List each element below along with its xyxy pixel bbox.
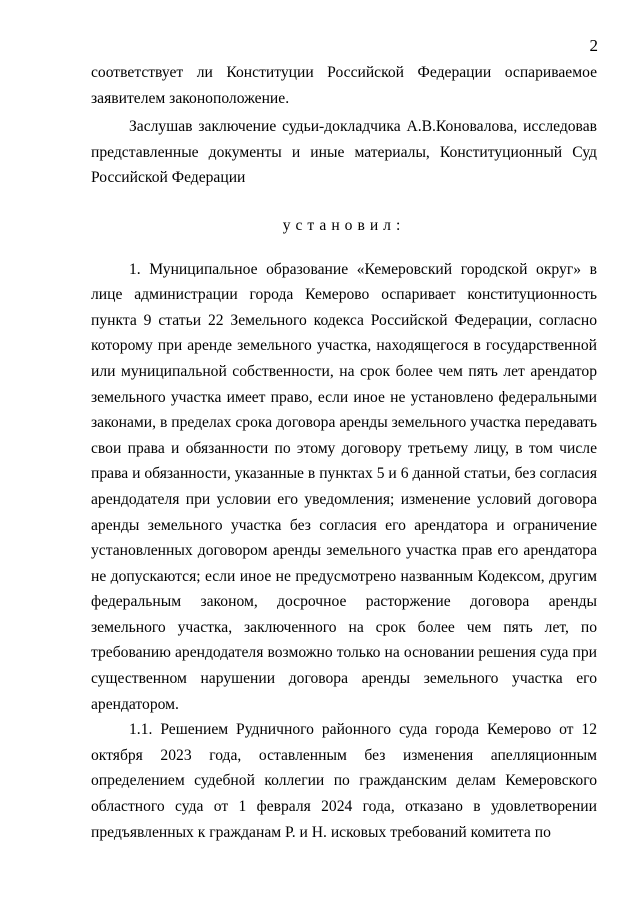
paragraph-1: 1. Муниципальное образование «Кемеровский городской округ» в лице администрации города Кемерово оспаривает конституционность пункта 9 статьи 22 Земельного кодекса Российской Федерации, согласно которому при аренде земельного участка, находящегося в государственной или муниципальной собственности, на срок более чем пять лет арендатор земельного участка имеет право, если иное не установлено федеральными законами, в пределах срока договора аренды земельного участка передавать свои права и обязанности по этому договору третьему лицу, в том числе права и обязанности, указанные в пунктах 5 и 6 данной статьи, без согласия арендодателя при условии его уведомления; изменение условий договора аренды земельного участка без согласия его арендатора и ограничение установленных договором аренды земельного участка прав его арендатора не допускаются; если иное не предусмотрено названным Кодексом, другим федеральным законом, досрочное расторжение договора аренды земельного участка, заключенного на срок более чем пять лет, по требованию арендодателя возможно только на основании решения суда при существенном нарушении договора аренды земельного участка его арендатором. [91,260,597,713]
paragraph-hearing: Заслушав заключение судьи-докладчика А.В.Коновалова, исследовав представленные документы и иные материалы, Конституционный Суд Российской Федерации [91,118,597,187]
section-heading: установил: [282,216,406,234]
page-number: 2 [589,36,598,55]
paragraph-continuation: соответствует ли Конституции Российской Федерации оспариваемое заявителем законоположение. [91,64,597,107]
paragraph-1-1: 1.1. Решением Рудничного районного суда города Кемерово от 12 октября 2023 года, оставленным без изменения апелляционным определением судебной коллегии по гражданским делам Кемеровского областного суда от 1 февраля 2024 года, отказано в удовлетворении предъявленных к гражданам Р. и Н. исковых требований комитета по [91,721,597,841]
document-body [91,60,597,845]
